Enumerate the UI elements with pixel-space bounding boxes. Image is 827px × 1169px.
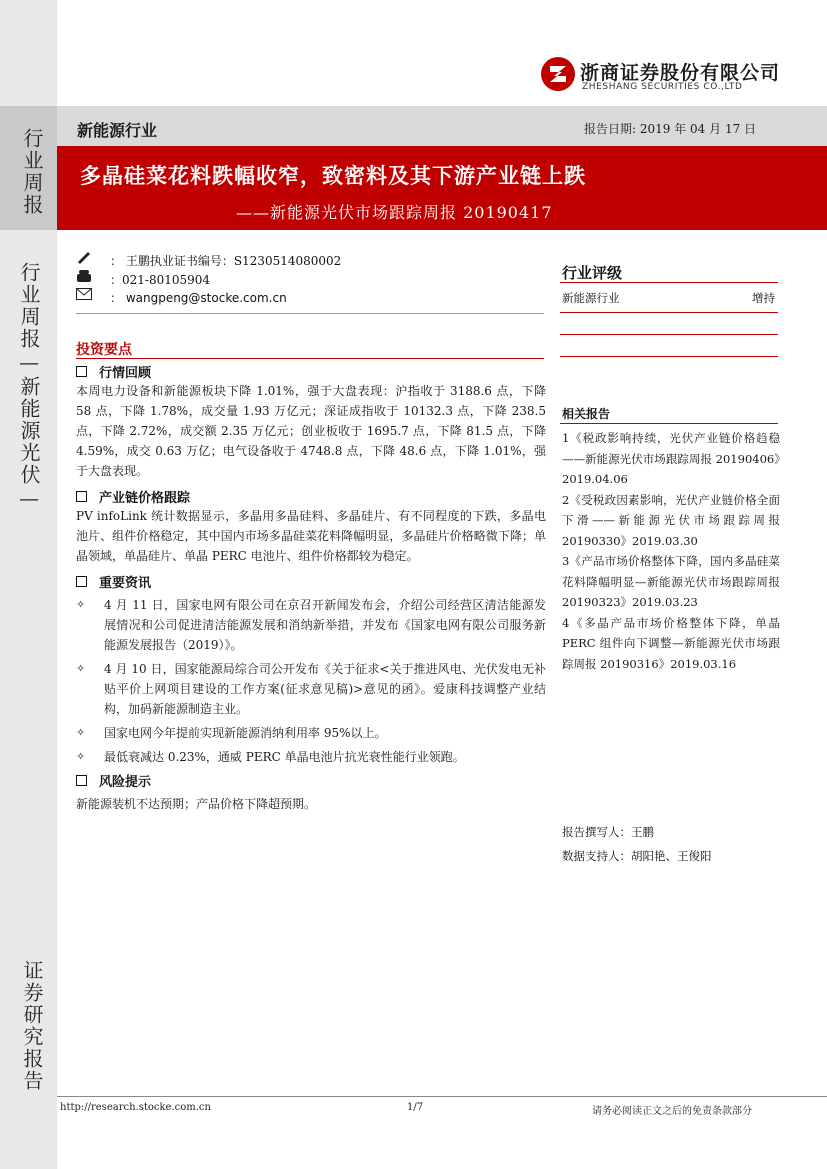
related-title: 相关报告 [562,407,611,421]
diamond-bullet-icon: ✧ [76,662,86,675]
data-support [562,848,712,864]
related-item[interactable]: 3《产品市场价格整体下降，国内多晶硅菜花料降幅明显—新能源光伏市场跟踪周报 20190323》2019.03.23 [562,554,780,609]
block-market-review [76,362,546,481]
rating-value: 增持 [752,291,775,305]
rating-row-rule [560,356,778,357]
pen-icon [76,250,92,264]
diamond-bullet-icon: ✧ [76,598,86,611]
block-text: 本周电力设备和新能源板块下降 1.01%，强于大盘表现：沪指收于 3188.6 点，下降 58 点，下降 1.78%，成交量 1.93 万亿元；深证成指收于 10132.3 点，下降 238.5 点，下降 2.72%，成交额 2.35 万亿元；创业板收于 1695.7 点，下降 81.5 点，下降 4.59%，成交 0.63 万亿；电气设备收于 4748.8 点，下降 48.6 点，下降 1.01%，强于大盘表现。 [76,384,546,478]
rating-rule [560,282,778,283]
rating-row-rule [560,312,778,313]
company-name-en: ZHESHANG SECURITIES CO.,LTD [582,82,743,92]
phone-icon [76,269,92,283]
related-list [562,428,780,674]
footer-url[interactable]: http://research.stocke.com.cn [60,1102,211,1113]
block-heading: 风险提示 [76,771,546,790]
analyst-phone: ：021-80105904 [110,273,211,287]
section-rule [76,358,544,359]
block-heading: 重要资讯 [76,572,546,591]
block-text: PV infoLink 统计数据显示，多晶用多晶硅料、多晶硅片、有不同程度的下跌，多晶电池片、组件价格稳定，其中国内市场多晶硅菜花料降幅明显，多晶硅片价格略微下降；单晶领域，单晶硅片、单晶 PERC 电池片、组件价格都较为稳定。 [76,509,546,563]
sidebar-top-label: 行业周报 [20,128,44,216]
analyst-email[interactable]: ： wangpeng@stocke.com.cn [110,291,287,305]
sidebar-mid-label: 行业周报—新能源光伏— [17,262,41,512]
related-item[interactable]: 2《受税政因素影响，光伏产业链价格全面下滑——新能源光伏市场跟踪周报 20190330》2019.03.30 [562,492,780,548]
writer-name: 王鹏 [631,825,654,839]
related-item[interactable]: 1《税政影响持续，光伏产业链价格趋稳——新能源光伏市场跟踪周报 20190406》2019.04.06 [562,431,780,486]
industry-name: 新能源行业 [77,121,158,140]
related-rule [560,423,778,424]
diamond-bullet-icon: ✧ [76,750,86,763]
main-content [76,362,546,814]
company-logo-icon [540,56,576,92]
block-price-tracking [76,487,546,566]
report-date [584,120,756,137]
support-label: 数据支持人： [562,849,631,863]
list-item: ✧ 国家电网今年提前实现新能源消纳利用率 95%以上。 [76,723,546,743]
block-heading: 行情回顾 [76,362,546,381]
block-news [76,572,546,767]
contact-divider [76,313,544,314]
checkbox-bullet-icon [76,576,87,587]
report-title: 多晶硅菜花料跌幅收窄，致密料及其下游产业链上跌 [80,164,586,188]
block-risk [76,771,546,814]
report-date-label: 报告日期: [584,122,637,136]
rating-row-rule [560,334,778,335]
block-text: 新能源装机不达预期；产品价格下降超预期。 [76,797,317,811]
checkbox-bullet-icon [76,491,87,502]
list-item: ✧ 4 月 10 日，国家能源局综合司公开发布《关于征求<关于推进风电、光伏发电无补贴平价上网项目建设的工作方案(征求意见稿)>意见的函》。爱康科技调整产业结构，加码新能源制造主业。 [76,659,546,719]
support-names: 胡阳艳、王俊阳 [631,849,712,863]
checkbox-bullet-icon [76,775,87,786]
report-writer [562,824,654,840]
writer-label: 报告撰写人： [562,825,631,839]
related-item[interactable]: 4《多晶产品市场价格整体下降，单晶 PERC 组件向下调整—新能源光伏市场跟踪周报 20190316》2019.03.16 [562,615,780,671]
section-title: 投资要点 [76,342,132,358]
footer-rule [57,1096,827,1097]
rating-industry: 新能源行业 [562,291,620,305]
rating-title: 行业评级 [562,264,623,282]
page-number: 1/7 [407,1102,424,1113]
report-subtitle: ——新能源光伏市场跟踪周报 20190417 [236,203,553,222]
company-name-cn: 浙商证券股份有限公司 [580,62,781,84]
sidebar-bottom-label: 证券研究报告 [20,960,44,1092]
mail-icon [76,288,92,300]
diamond-bullet-icon: ✧ [76,726,86,739]
checkbox-bullet-icon [76,366,87,377]
report-date-value: 2019 年 04 月 17 日 [639,122,757,136]
analyst-name: ： 王鹏执业证书编号：S1230514080002 [110,254,342,268]
disclaimer-note: 请务必阅读正文之后的免责条款部分 [592,1106,752,1117]
block-heading: 产业链价格跟踪 [76,487,546,506]
list-item: ✧ 4 月 11 日，国家电网有限公司在京召开新闻发布会，介绍公司经营区清洁能源发展情况和公司促进清洁能源发展和消纳新举措，并发布《国家电网有限公司服务新能源发展报告（2019）》。 [76,595,546,655]
list-item: ✧ 最低衰减达 0.23%，通威 PERC 单晶电池片抗光衰性能行业领跑。 [76,747,546,767]
